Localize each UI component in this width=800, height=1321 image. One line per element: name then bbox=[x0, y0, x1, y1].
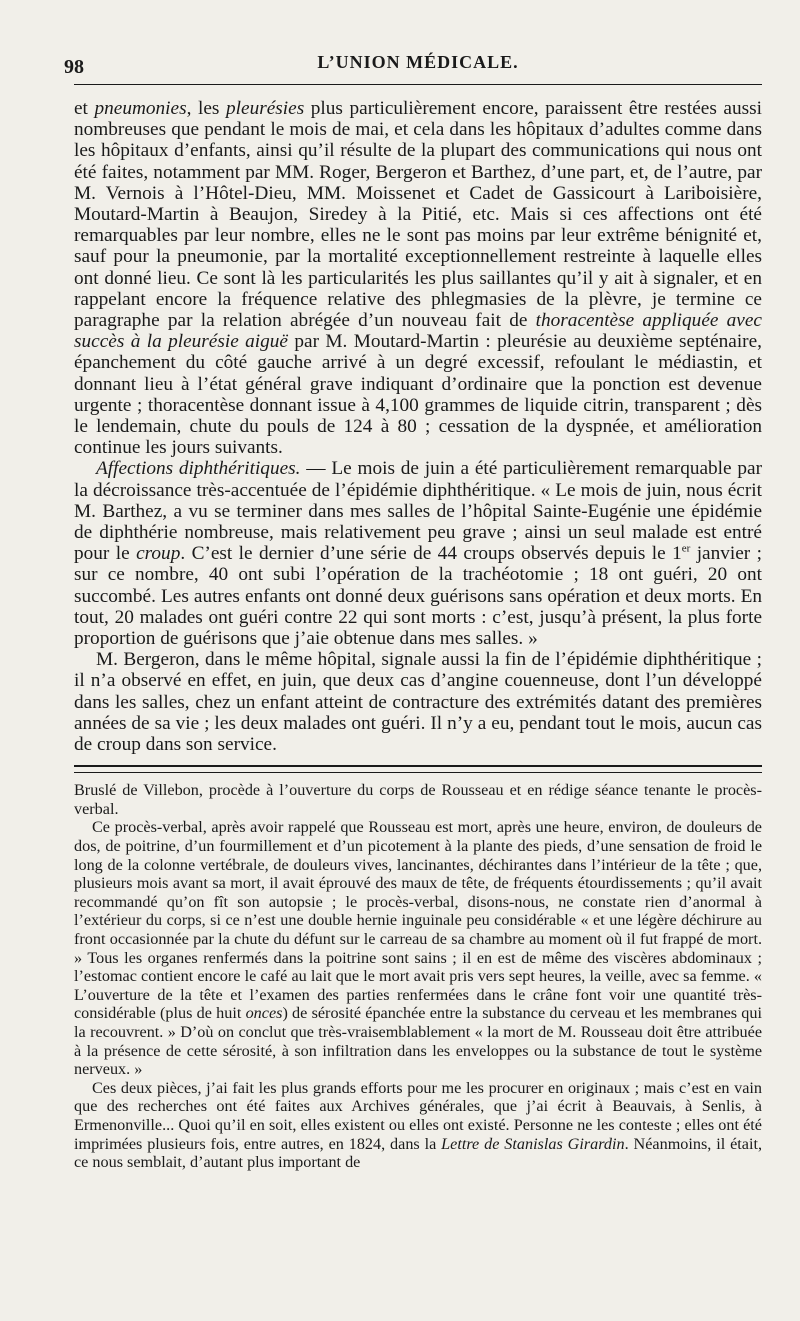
text-run: Ces deux pièces, j’ai fait les plus grands efforts pour me les procurer en originaux ; mais c’est en vain que des recherches ont été faites aux Archives générales, que j’ai écrit à Beauvais, à Senlis, à Ermenonville... Quoi qu’il en soit, elles existent ou elles ont existé. Personne ne les conteste ; elles ont été imprimées plusieurs fois, entre autres, en 1824, dans la bbox=[74, 1078, 762, 1153]
text-run: . Néanmoins, il était, ce nous semblait, d’autant plus important de bbox=[74, 1134, 762, 1172]
paragraph-bergeron: M. Bergeron, dans le même hôpital, signale aussi la fin de l’épidémie diphthéritique ; il n’a observé en effet, en juin, que deux cas d’angine couenneuse, dont l’un développé dans les salles, chez un enfant atteint de contracture des extrémités datant des premières années de sa vie ; les deux malades ont guéri. Il n’y a eu, pendant tout le mois, aucun cas de croup dans son service. bbox=[74, 649, 762, 756]
text-run: , les bbox=[186, 98, 227, 119]
note-paragraph-2 bbox=[74, 818, 762, 1078]
superscript: er bbox=[681, 542, 691, 555]
page-number: 98 bbox=[64, 56, 84, 78]
header-rule bbox=[74, 84, 762, 85]
running-title: L’UNION MÉDICALE. bbox=[317, 52, 519, 72]
text-run: ) de sérosité épanchée entre la substance du cerveau et les membranes qui la recouvrent. » D’où on conclut que très-vraisemblablement « la mort de M. Rousseau doit être attribuée à la présence de cette sérosité, à son infiltration dans les enveloppes ou la substance de tout le système nerveux. » bbox=[74, 1004, 762, 1079]
text-run: par M. Moutard-Martin : pleurésie au deuxième septénaire, épanchement du côté gauche arrivé à un degré excessif, refoulant le médiastin, et donnant lieu à l’état général grave indiquant d’ordinaire que la ponction est devenue urgente ; thoracentèse donnant issue à 4,100 grammes de liquide citrin, transparent ; dès le lendemain, chute du pouls de 124 à 80 ; cessation de la dyspnée, et amélioration continue les jours suivants. bbox=[74, 331, 762, 459]
italic-run: croup bbox=[136, 543, 181, 565]
section-heading-italic: Affections diphthéritiques. bbox=[96, 458, 301, 480]
italic-run: pleurésies bbox=[226, 98, 305, 119]
footnote-separator bbox=[74, 765, 762, 773]
text-run: . C’est le dernier d’une série de 44 croups observés depuis le 1 bbox=[180, 543, 682, 565]
feuilleton-text bbox=[74, 781, 762, 1171]
italic-run: onces bbox=[245, 1004, 283, 1023]
paragraph-pneumonies bbox=[74, 98, 762, 458]
paragraph-affections-diphtheritiques bbox=[74, 458, 762, 649]
italic-run: pneumonies bbox=[94, 98, 187, 119]
main-text bbox=[74, 98, 762, 755]
italic-run: thoracentèse appliquée avec succès à la pleurésie aiguë bbox=[74, 310, 762, 353]
text-run: plus particulièrement encore, paraissent être restées aussi nombreuses que pendant le mois de mai, et cela dans les hôpitaux d’adultes comme dans les hôpitaux d’enfants, ainsi qu’il résulte de la plupart des communications qui nous ont été faites, notamment par MM. Roger, Bergeron et Barthez, d’une part, et, de l’autre, par M. Vernois à l’Hôtel-Dieu, MM. Moissenet et Cadet de Gassicourt à Lariboisière, Moutard-Martin à Beaujon, Siredey à la Pitié, etc. Mais si ces affections ont été remarquables par leur nombre, elles ne le sont pas moins par leur extrême bénignité et, sauf pour la pneumonie, par la mortalité exceptionnellement restreinte à laquelle elles ont donné lieu. Ce sont là les particularités les plus saillantes qu’il y ait à signaler, et en rappelant encore la fréquence relative des phlegmasies de la plèvre, je termine ce paragraphe par la relation abrégée d’un nouveau fait de bbox=[74, 98, 762, 332]
text-run: et bbox=[74, 98, 95, 119]
italic-run: Lettre de Stanislas Girardin bbox=[441, 1134, 625, 1153]
note-paragraph-1: Bruslé de Villebon, procède à l’ouverture du corps de Rousseau et en rédige séance tenante le procès-verbal. bbox=[74, 781, 762, 818]
text-run: — Le mois de juin a été particulièrement remarquable par la décroissance très-accentuée de l’épidémie diphthéritique. « Le mois de juin, nous écrit M. Barthez, a vu se terminer dans mes salles de l’hôpital Sainte-Eugénie une épidémie de diphthérie nombreuse, mais relativement peu grave ; ainsi un seul malade est entré pour le bbox=[74, 458, 762, 565]
page-header bbox=[64, 42, 762, 78]
text-run: janvier ; sur ce nombre, 40 ont subi l’opération de la trachéotomie ; 18 ont guéri, 20 ont succombé. Les autres enfants ont donné deux guérisons sans opération et deux morts. En tout, 20 malades ont guéri contre 22 qui sont morts : c’est, jusqu’à présent, la plus forte proportion de guérisons que j’aie obtenue dans mes salles. » bbox=[74, 543, 762, 650]
text-run: Ce procès-verbal, après avoir rappelé que Rousseau est mort, après une heure, environ, de douleurs de dos, de poitrine, d’un fourmillement et d’un picotement à la plante des pieds, d’une sensation de froid le long de la colonne vertébrale, de douleurs vives, lancinantes, déchirantes dans l’intérieur de la tête ; que, plusieurs mois avant sa mort, il avait éprouvé des maux de tête, de fréquents étourdissements ; qu’il avait recommandé qu’on fît son autopsie ; le procès-verbal, disons-nous, ne constate rien d’anormal à l’extérieur du corps, si ce n’est une double hernie inguinale peu considérable « et une légère déchirure au front occasionnée par la chute du défunt sur le carreau de sa chambre au moment où il fut frappé de mort. » Tous les organes renfermés dans la poitrine sont sains ; il en est de même des viscères abdominaux ; l’estomac contient encore le café au lait que le mort avait pris vers sept heures, la veille, avec sa femme. « L’ouverture de la tête et l’examen des parties renfermées dans le crâne font voir une quantité très-considérable (plus de huit bbox=[74, 818, 762, 1023]
note-paragraph-3 bbox=[74, 1079, 762, 1172]
